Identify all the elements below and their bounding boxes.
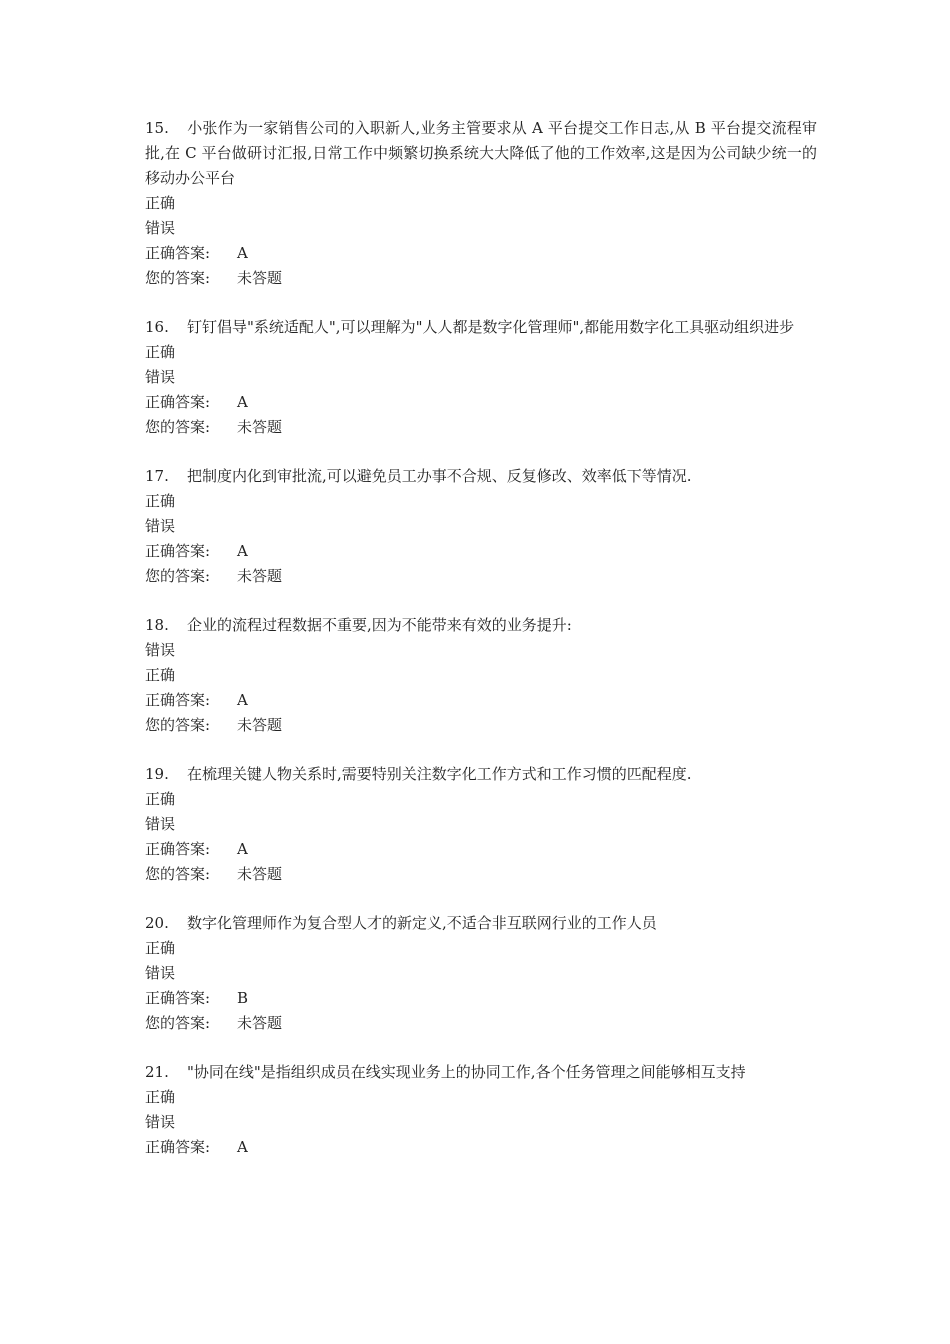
question-text [145, 464, 817, 489]
option-1: 错误 [145, 641, 176, 659]
question-number: 18. [145, 616, 169, 634]
your-answer [145, 713, 817, 738]
question-body: "协同在线"是指组织成员在线实现业务上的协同工作,各个任务管理之间能够相互支持 [187, 1063, 746, 1081]
option-1: 正确 [145, 343, 176, 361]
your-answer-label: 您的答案: [145, 1014, 211, 1032]
your-answer [145, 415, 817, 440]
correct-answer-value: A [237, 840, 248, 858]
correct-answer-label: 正确答案: [145, 840, 211, 858]
correct-answer [145, 986, 817, 1011]
document-page [145, 116, 817, 1184]
correct-answer [145, 837, 817, 862]
correct-answer-value: A [237, 691, 248, 709]
your-answer-label: 您的答案: [145, 418, 211, 436]
your-answer-label: 您的答案: [145, 567, 211, 585]
option-2: 错误 [145, 815, 176, 833]
your-answer-label: 您的答案: [145, 716, 211, 734]
correct-answer [145, 1135, 817, 1160]
question-text [145, 613, 817, 638]
your-answer-label: 您的答案: [145, 269, 211, 287]
your-answer-value: 未答题 [237, 1014, 283, 1032]
option-1: 正确 [145, 790, 176, 808]
question-body: 小张作为一家销售公司的入职新人,业务主管要求从 A 平台提交工作日志,从 B 平台提交流程审批,在 C 平台做研讨汇报,日常工作中频繁切换系统大大降低了他的工作效率,这是因为公司缺少统一的移动办公平台 [145, 119, 817, 187]
option-2: 错误 [145, 368, 176, 386]
question-number: 16. [145, 318, 169, 336]
your-answer [145, 862, 817, 887]
option-1: 正确 [145, 194, 176, 212]
correct-answer-value: A [237, 1138, 248, 1156]
option-2: 正确 [145, 666, 176, 684]
correct-answer-value: A [237, 244, 248, 262]
your-answer [145, 266, 817, 291]
question-number: 21. [145, 1063, 169, 1081]
question-body: 在梳理关键人物关系时,需要特别关注数字化工作方式和工作习惯的匹配程度. [187, 765, 692, 783]
question-16 [145, 315, 817, 440]
correct-answer-label: 正确答案: [145, 989, 211, 1007]
question-19 [145, 762, 817, 887]
correct-answer-label: 正确答案: [145, 1138, 211, 1156]
question-17 [145, 464, 817, 589]
option-2: 错误 [145, 1113, 176, 1131]
question-18 [145, 613, 817, 738]
option-2: 错误 [145, 517, 176, 535]
question-number: 19. [145, 765, 169, 783]
correct-answer [145, 390, 817, 415]
question-body: 数字化管理师作为复合型人才的新定义,不适合非互联网行业的工作人员 [187, 914, 657, 932]
option-1: 正确 [145, 492, 176, 510]
correct-answer-value: A [237, 393, 248, 411]
correct-answer [145, 241, 817, 266]
option-1: 正确 [145, 1088, 176, 1106]
your-answer-value: 未答题 [237, 269, 283, 287]
question-text [145, 1060, 817, 1085]
option-1: 正确 [145, 939, 176, 957]
question-body: 把制度内化到审批流,可以避免员工办事不合规、反复修改、效率低下等情况. [187, 467, 692, 485]
your-answer [145, 1011, 817, 1036]
question-number: 17. [145, 467, 169, 485]
option-2: 错误 [145, 964, 176, 982]
question-body: 企业的流程过程数据不重要,因为不能带来有效的业务提升: [187, 616, 572, 634]
question-body: 钉钉倡导"系统适配人",可以理解为"人人都是数字化管理师",都能用数字化工具驱动组织进步 [187, 318, 795, 336]
option-2: 错误 [145, 219, 176, 237]
correct-answer [145, 688, 817, 713]
your-answer-value: 未答题 [237, 567, 283, 585]
correct-answer-label: 正确答案: [145, 393, 211, 411]
question-text [145, 762, 817, 787]
correct-answer-label: 正确答案: [145, 691, 211, 709]
question-text [145, 315, 817, 340]
your-answer-label: 您的答案: [145, 865, 211, 883]
question-15 [145, 116, 817, 291]
question-21 [145, 1060, 817, 1160]
correct-answer-value: B [237, 989, 249, 1007]
question-number: 15. [145, 119, 169, 137]
your-answer-value: 未答题 [237, 865, 283, 883]
your-answer [145, 564, 817, 589]
your-answer-value: 未答题 [237, 716, 283, 734]
correct-answer [145, 539, 817, 564]
question-number: 20. [145, 914, 169, 932]
correct-answer-value: A [237, 542, 248, 560]
question-text [145, 116, 817, 191]
question-20 [145, 911, 817, 1036]
correct-answer-label: 正确答案: [145, 542, 211, 560]
your-answer-value: 未答题 [237, 418, 283, 436]
correct-answer-label: 正确答案: [145, 244, 211, 262]
question-text [145, 911, 817, 936]
